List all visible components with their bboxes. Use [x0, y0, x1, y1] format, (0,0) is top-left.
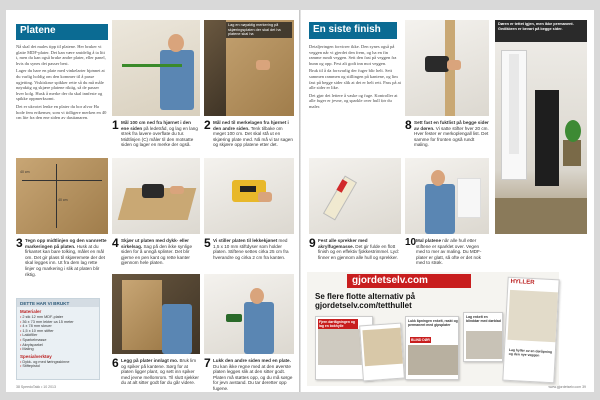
page-footer: www.gjordetselv.com 39 [548, 385, 586, 389]
ad-tag: Lag enkelt en blinddør med dørblad [466, 315, 501, 323]
step-number: 10 [405, 237, 417, 248]
intro-paragraph: Lager du hare en plate med vinkelarter bjønnet at du varlig holdig om den kommer til å passe ugjetting. Viskiskrue spikker rette så du må måle nøyaktig og skjære platene riktig, så de passer hver kolg. Husk å merke der du skal innfeste og spikke oppmerksomt. [16, 68, 105, 102]
photo-step-3 [16, 158, 108, 234]
ad-magazine-brand: HYLLER [510, 278, 535, 287]
photo-step-5 [204, 158, 294, 234]
step-number: 4 [112, 236, 119, 250]
caption-step-10: 10 Mal platene når alle hull etter stiftene er sparklet over. Vegen med to mer av maling. Du MDF-plater er glatt, så ofte er det nok med to strøk. [405, 237, 482, 266]
list-item: • 1,5 x 10 mm stifter [20, 329, 96, 334]
photo-step-1 [112, 20, 200, 116]
ad-tag: Lukk åpningen enkelt, raskt og permanent med gipsplater [408, 319, 458, 327]
section-title: Platene [20, 25, 56, 36]
step-number: 8 [405, 118, 412, 132]
left-page [6, 10, 299, 392]
photo-step-10 [405, 158, 489, 234]
list-item: • 2 stk 12 mm MDF-plater [20, 315, 96, 320]
caption-step-9: 9 Fest alle sprekker med akrylfugemasse. Det gir fulde en flott finish og en effektiv fjokkestrimmel. Lyd: finner en gjennom alle hull og sprekker. [309, 236, 399, 260]
caption-step-7: 7 Lukk den andre siden med en plate. Du kan ikke regne med at den øverste platen legges slik at den sitter godt. Platen må støttes opp, og du må sørge for jevn avstand. Du tar deretter opp fugene. [204, 356, 293, 391]
photo-step-9 [309, 158, 401, 234]
list-item: • Maling [20, 347, 96, 352]
step-number: 6 [112, 356, 119, 370]
list-item: • 4 x 78 mm skruer [20, 324, 96, 329]
intro-text [16, 44, 108, 123]
ad-tag: BLIND DØR [411, 338, 430, 342]
section-title-bar [16, 24, 108, 40]
dimension-label: 40 cm [58, 198, 68, 202]
intro-text [309, 44, 401, 112]
materials-box-title: DETTE HAR VI BRUKT [17, 299, 99, 307]
photo-step-7 [204, 274, 294, 354]
ad-tag: Lag hyller av en døråpning og den nye veggen [508, 347, 553, 358]
ad-tag: Fjern dørtågningen og lag en bokhylle [318, 319, 358, 329]
caption-step-8: 8 Sett fast en fuktlist på begge sider av døren. Vi satte stifter hver 20 cm. Hver fester er merkoplengall list. Det samme for fronten også rundt maling. [405, 118, 489, 148]
side-caption: Døren er tettet igjen, men ikke permanent. Gedikbren er bevart på begge sider. [498, 22, 574, 31]
ad-magazine-4 [463, 312, 503, 362]
dimension-label: 40 cm [20, 170, 30, 174]
intro-paragraph: Bruk til å da forsvarlig der fuger blir helt. Sett sammen rammen og stillingen på kantene, og lim fast på begge sider slik at det er helt rett. Pass på at alle sider er like. [309, 68, 401, 91]
caption-step-1: 1 Mål 100 cm ned fra hjørnet i den ene siden på ledetråd, og lag en lang strek fra lavere overflate du tur. Midtlinjen (C) måler til den motsatte siden og lager en merke der også. [112, 118, 198, 148]
photo-step-8 [405, 20, 489, 116]
section-title: En siste finish [313, 24, 381, 35]
photo-step-6 [112, 274, 200, 354]
caption-step-3: 3 Tegn opp midtlinjen og den vannrette markeringen på platen. Husk at du firkantet kan bare tolking, målet en mål om. Det gir plass til skjæremete der det skal legges inn. Ut fra dem lag rette linjer og markering i slik at platen blir riktig. [16, 236, 107, 277]
materials-list [20, 315, 96, 352]
step-number: 5 [204, 236, 211, 250]
step-number: 7 [204, 356, 211, 370]
list-item: • 36 x 73 mm lekter ca 15 meter [20, 320, 96, 325]
photo-step-2 [204, 20, 294, 116]
magazine-spread [6, 10, 594, 392]
advertisement [307, 272, 559, 386]
step-number: 2 [204, 118, 211, 132]
photo-finished-room [495, 20, 587, 234]
intro-paragraph: Detaljeringen forvirrer ikke. Den synes også på veggen når vi gjerdet den frem, og ha en fin ramme rundt veggen. Sett den fast på veggen fra bunn og opp. Fest alt godt inn mot veggen. [309, 44, 397, 66]
list-item: • Sparkelmasse [20, 338, 96, 343]
list-item: • Stiftepistol [20, 364, 96, 369]
right-page [301, 10, 594, 392]
intro-paragraph: Det gjør det lettere å vaske og fuge. Kontroller at alle fuger er jevne, og sparkle over hull før du maler. [309, 92, 398, 109]
list-item: • Akrylsparkel [20, 343, 96, 348]
materials-box [16, 298, 100, 380]
list-item: • Dykk- og med føringsskinne [20, 360, 96, 365]
caption-step-4: 4 Skjær ut platen med dykk- eller sirkelsag. Sag på den ikke synlige siden for å unngå splinter. Det blir gjerne en pen kant og rette kanter gjennom hele platen. [112, 236, 193, 266]
caption-step-2: 2 Mål ned til merkelagen fra hjørnet i den andre siden. Tenk tilbake om meget 100 cm. Det skal stå ut en skjæring plate med. Nå må vi tar sagen og skjære opp platene etter det. [204, 118, 293, 148]
tools-heading: Spesialverktøy [20, 353, 52, 359]
step-number: 3 [16, 236, 23, 250]
caption-step-5: 5 Vi stiller platen til lekkekjønet med 1,5 x 10 mm stiftdyser som holder platen. Stiftene settes cirka 25 cm fra hverandre og cirka 2 cm fra kanten. [204, 236, 289, 260]
ad-magazine-3 [405, 316, 459, 380]
tools-list [20, 360, 96, 369]
materials-heading: Materialer [20, 309, 42, 314]
ad-magazine-5 [502, 277, 559, 384]
section-title-bar [309, 22, 397, 39]
page-footer: 38 SpeedoTakk • 10 2013 [16, 385, 56, 389]
ad-banner[interactable]: gjordetselv.com [347, 274, 471, 288]
intro-paragraph: Det er ukvotet lenke en plater du bor alvor Ha hode fem erikenser, som vi tidligere merken en 40 cm lite fra den ene siden av dastianaren. [16, 103, 107, 121]
ad-headline: Se flere flotte alternativ på gjordetselv.com/tetthullet [315, 292, 416, 310]
step-number: 9 [309, 236, 316, 250]
caption-step-6: 6 Legg på plater innlagt mo. Bruk lim og spiker på kantene. Sørg for at platen ligger plant, og sett inn spiker med jevne mellomrom. Til slutt sjekker du at alt sitter godt før du går videre. [112, 356, 199, 386]
photo-step-4 [112, 158, 200, 234]
step-number: 1 [112, 118, 119, 132]
photo-note: Lag en nøyaktig merkering på skjæringsplaten der skal det ha platene skal ha [226, 22, 292, 38]
intro-paragraph: Nå skal det males tipp til platene. Her bruker vi glatte MDF-plater. Det kan være smidelig å ta litt t, men du kan også bruke andre plater, eller panel, hvis du synes det passer best. [16, 44, 106, 66]
ad-magazine-2 [359, 323, 405, 382]
list-item: • Lakkfiller [20, 333, 96, 338]
